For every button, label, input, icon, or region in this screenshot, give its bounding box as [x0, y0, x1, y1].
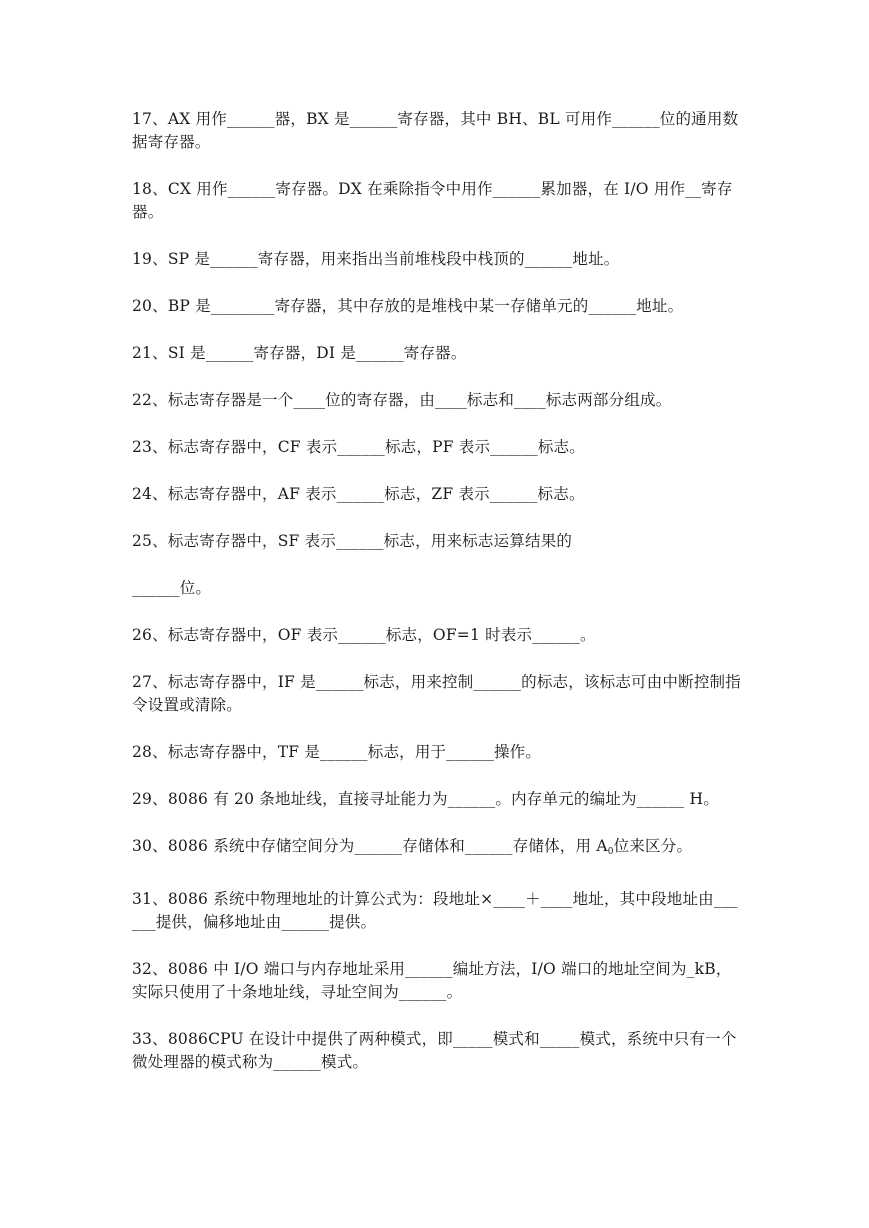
question-22: 22、标志寄存器是一个____位的寄存器，由____标志和____标志两部分组成。 [132, 391, 672, 409]
question-21: 21、SI 是______寄存器，DI 是______寄存器。 [132, 344, 467, 362]
question-list [132, 108, 742, 1098]
question-18: 18、CX 用作______寄存器。DX 在乘除指令中用作______累加器，在 I/O 用作__寄存器。 [132, 180, 733, 221]
question-33: 33、8086CPU 在设计中提供了两种模式，即_____模式和_____模式，系统中只有一个微处理器的模式称为______模式。 [132, 1030, 737, 1071]
question-17: 17、AX 用作______器，BX 是______寄存器，其中 BH、BL 可用作______位的通用数据寄存器。 [132, 110, 739, 151]
question-32: 32、8086 中 I/O 端口与内存地址采用______编址方法，I/O 端口的地址空间为_kB，实际只使用了十条地址线，寻址空间为______。 [132, 960, 732, 1001]
question-24: 24、标志寄存器中，AF 表示______标志，ZF 表示______标志。 [132, 485, 585, 503]
question-25-line1: 25、标志寄存器中，SF 表示______标志，用来标志运算结果的 [132, 532, 573, 550]
question-30-text-b: 位来区分。 [613, 837, 693, 855]
question-23: 23、标志寄存器中，CF 表示______标志，PF 表示______标志。 [132, 438, 585, 456]
question-30-text-a: 30、8086 系统中存储空间分为______存储体和______存储体，用 A [132, 837, 608, 855]
question-25-line2: ______位。 [132, 579, 212, 597]
question-30 [132, 835, 742, 864]
question-27: 27、标志寄存器中，IF 是______标志，用来控制______的标志，该标志可由中断控制指令设置或清除。 [132, 673, 741, 714]
question-31: 31、8086 系统中物理地址的计算公式为：段地址×____＋____地址，其中段地址由______提供，偏移地址由______提供。 [132, 890, 738, 931]
question-28: 28、标志寄存器中，TF 是______标志，用于______操作。 [132, 743, 542, 761]
question-19: 19、SP 是______寄存器，用来指出当前堆栈段中栈顶的______地址。 [132, 250, 620, 268]
question-30-subscript: 0 [607, 847, 614, 857]
question-20: 20、BP 是________寄存器，其中存放的是堆栈中某一存储单元的______地址。 [132, 297, 684, 315]
question-29: 29、8086 有 20 条地址线，直接寻址能力为______。内存单元的编址为______ H。 [132, 790, 719, 808]
question-26: 26、标志寄存器中，OF 表示______标志，OF=1 时表示______。 [132, 626, 596, 644]
